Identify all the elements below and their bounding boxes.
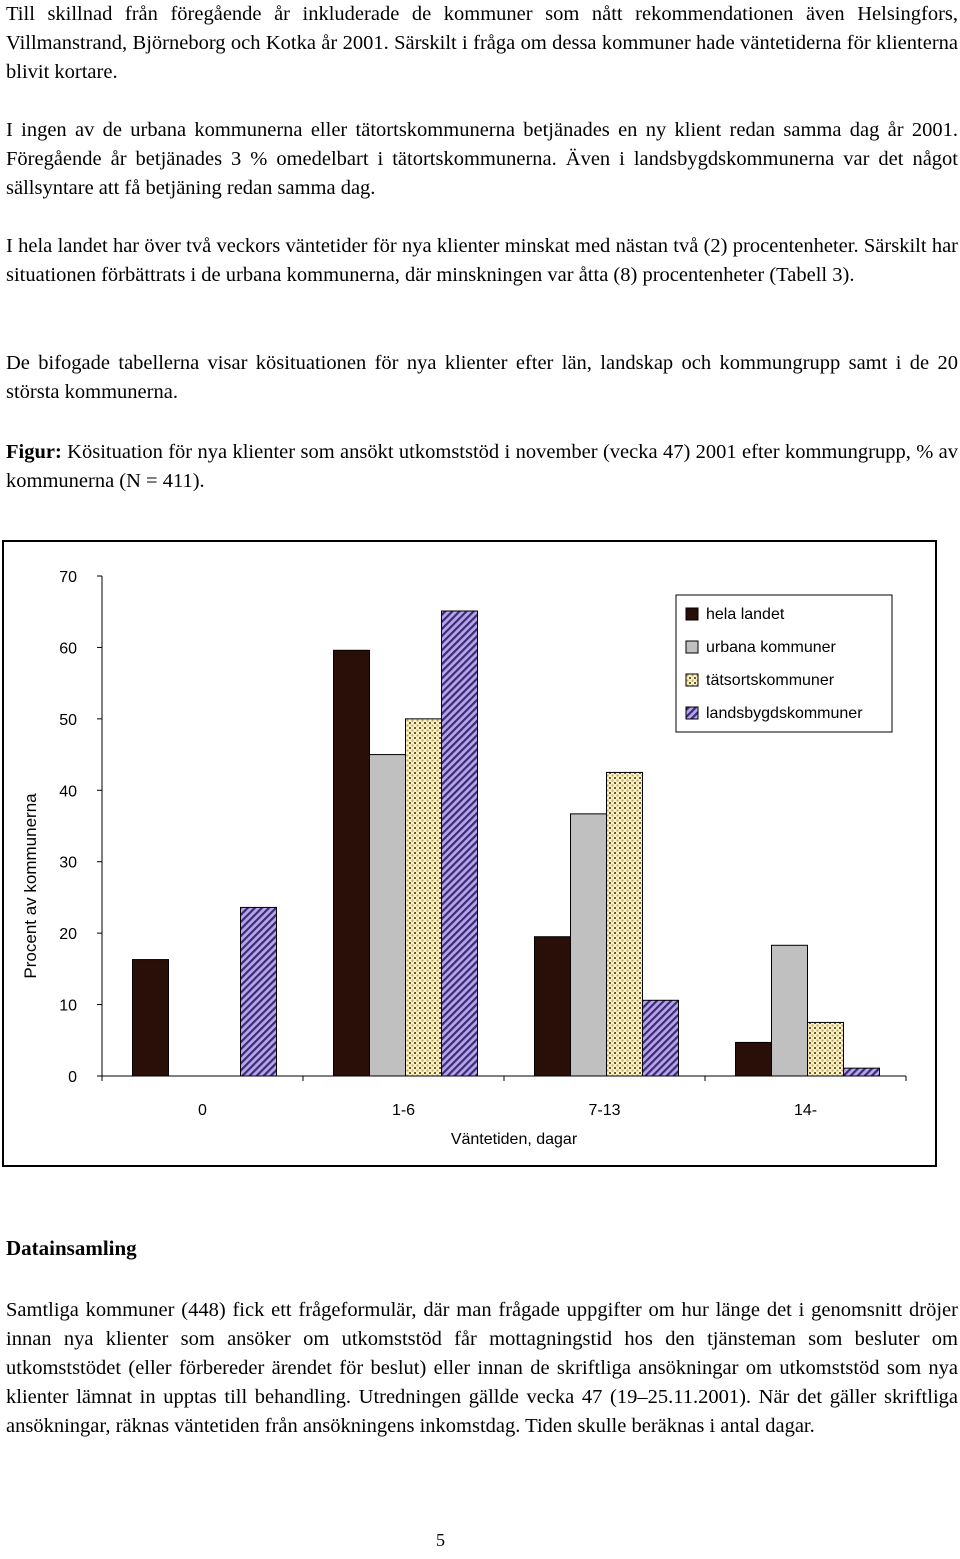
bar-urbana-kommuner-7-13 — [571, 814, 607, 1076]
bar-landsbygdskommuner-7-13 — [643, 1000, 679, 1076]
x-tick-label: 0 — [198, 1102, 207, 1119]
figure-caption-text: Kösituation för nya klienter som ansökt utkomststöd i november (vecka 47) 2001 efter kommungrupp, % av kommunerna (N = 411). — [6, 441, 958, 492]
y-tick-label: 20 — [59, 926, 77, 944]
y-tick-label: 40 — [59, 783, 77, 801]
bar-chart — [4, 542, 935, 1165]
bar-tätsortskommuner-14- — [808, 1022, 844, 1076]
figure-caption — [6, 438, 958, 496]
bar-tätsortskommuner-7-13 — [607, 772, 643, 1076]
page-number: 5 — [436, 1530, 445, 1550]
legend-label-tätsortskommuner: tätsortskommuner — [706, 672, 835, 689]
y-tick-label: 50 — [59, 711, 77, 729]
legend-label-urbana-kommuner: urbana kommuner — [706, 639, 836, 656]
legend-swatch-tätsortskommuner — [686, 674, 698, 686]
y-tick-label: 60 — [59, 640, 77, 658]
x-axis-label: Väntetiden, dagar — [450, 1131, 578, 1148]
figure-label: Figur: — [6, 441, 62, 463]
y-tick-label: 30 — [59, 854, 77, 872]
chart-frame — [2, 540, 937, 1167]
bar-hela-landet-14- — [736, 1042, 772, 1076]
paragraph-tables: De bifogade tabellerna visar kösituationen för nya klienter efter län, landskap och kommungrupp samt i de 20 största kommunerna. — [6, 352, 958, 403]
bar-urbana-kommuner-14- — [772, 945, 808, 1076]
legend-swatch-landsbygdskommuner — [686, 707, 698, 719]
x-tick-label: 7-13 — [588, 1102, 621, 1119]
bar-hela-landet-7-13 — [535, 937, 571, 1076]
legend-swatch-hela-landet — [686, 608, 698, 620]
paragraph-intro: Till skillnad från föregående år inkluderade de kommuner som nått rekommendationen även Helsingfors, Villmanstrand, Björneborg och Kotka år 2001. Särskilt i fråga om dessa kommuner hade väntetiderna för klienterna blivit kortare. — [6, 3, 958, 83]
paragraph-two-weeks: I hela landet har över två veckors väntetider för nya klienter minskat med nästan två (2) procentenheter. Särskilt har situationen förbättrats i de urbana kommunerna, där minskningen var åtta (8) procentenheter (Tabell 3). — [6, 235, 958, 286]
bar-landsbygdskommuner-1-6 — [442, 611, 478, 1076]
section-heading: Datainsamling — [6, 1236, 137, 1260]
y-tick-label: 10 — [59, 997, 77, 1015]
x-tick-label: 1-6 — [391, 1102, 416, 1119]
x-tick-label: 14- — [793, 1102, 818, 1119]
bar-hela-landet-1-6 — [334, 650, 370, 1076]
y-axis-label: Procent av kommunerna — [21, 793, 40, 979]
paragraph-data-collection: Samtliga kommuner (448) fick ett frågeformulär, där man frågade uppgifter om hur länge det i genomsnitt dröjer innan nya klienter som ansöker om utkomststöd får mottagningstid hos den tjänsteman som besluter om utkomststödet (eller förbereder ärendet för beslut) eller innan de skriftliga ansökningar om utkomststöd som nya klienter lämnat in upptas till behandling. Utredningen gällde vecka 47 (19–25.11.2001). När det gäller skriftliga ansökningar, räknas väntetiden från ansökningens inkomstdag. Tiden skulle beräknas i antal dagar. — [6, 1299, 958, 1437]
legend-label-landsbygdskommuner: landsbygdskommuner — [706, 705, 863, 722]
y-tick-label: 70 — [59, 569, 77, 586]
paragraph-same-day: I ingen av de urbana kommunerna eller tätortskommunerna betjänades en ny klient redan samma dag år 2001. Föregående år betjänades 3 % omedelbart i tätortskommunerna. Även i landsbygdskommunerna var det något sällsyntare att få betjäning redan samma dag. — [6, 119, 958, 199]
bar-landsbygdskommuner-0 — [241, 907, 277, 1076]
legend-swatch-urbana-kommuner — [686, 641, 698, 653]
bar-hela-landet-0 — [133, 960, 169, 1076]
bar-urbana-kommuner-1-6 — [370, 755, 406, 1076]
legend-label-hela-landet: hela landet — [706, 606, 785, 623]
bar-tätsortskommuner-1-6 — [406, 719, 442, 1076]
bar-landsbygdskommuner-14- — [844, 1068, 880, 1076]
y-tick-label: 0 — [68, 1069, 77, 1086]
